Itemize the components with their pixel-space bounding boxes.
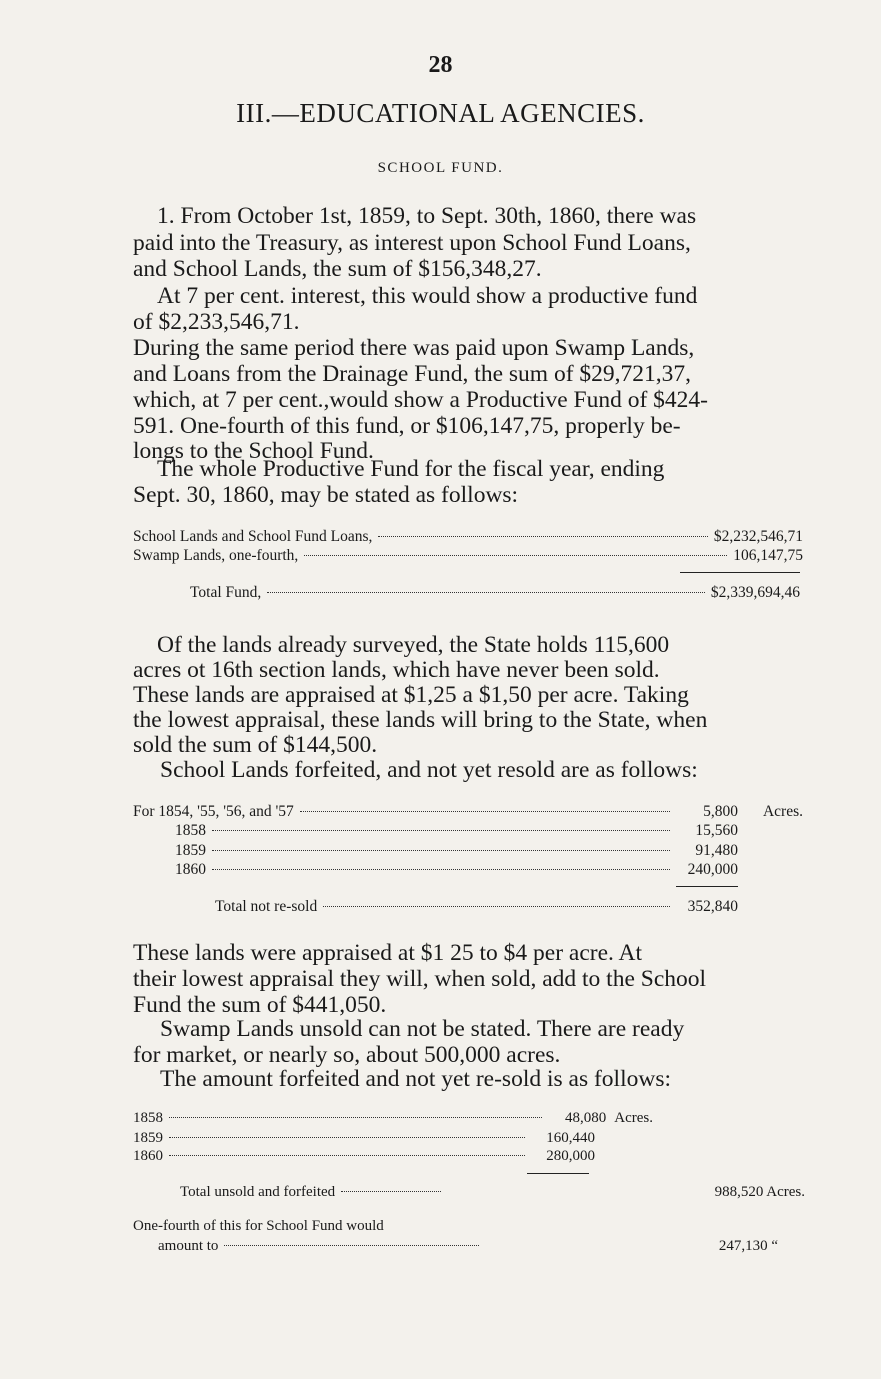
- text-line: These lands are appraised at $1,25 a $1,50 per acre. Taking: [133, 682, 689, 708]
- sum-rule: [680, 572, 800, 573]
- row-unit: Acres.: [762, 803, 803, 820]
- text-line: Fund the sum of $441,050.: [133, 992, 387, 1018]
- text-line: The whole Productive Fund for the fiscal year, ending: [157, 456, 665, 482]
- table-total-row: [190, 584, 800, 602]
- text-line: and School Lands, the sum of $156,348,27.: [133, 256, 542, 282]
- text-line: These lands were appraised at $1 25 to $4 per acre. At: [133, 940, 642, 966]
- row-label: 1859: [175, 842, 206, 859]
- leader-dots: [212, 869, 670, 870]
- note-label: amount to: [158, 1238, 219, 1254]
- row-value: 91,480: [695, 842, 738, 859]
- row-label: 1859: [133, 1130, 163, 1146]
- total-label: Total not re-sold: [215, 898, 318, 915]
- table-row: [133, 1130, 595, 1147]
- text-line: which, at 7 per cent.,would show a Productive Fund of $424-: [133, 387, 708, 413]
- one-fourth-note: [133, 1218, 384, 1235]
- row-value: 280,000: [546, 1148, 595, 1164]
- row-value: 5,800: [703, 803, 738, 820]
- row-value: $2,232,546,71: [713, 528, 803, 545]
- table-total-row: [180, 1184, 805, 1201]
- leader-dots: [341, 1191, 441, 1192]
- text-line: Of the lands already surveyed, the State holds 115,600: [157, 632, 670, 658]
- leader-dots: [212, 830, 670, 831]
- one-fourth-row: [158, 1238, 778, 1255]
- total-label: Total Fund,: [190, 584, 262, 601]
- section-heading: III.—EDUCATIONAL AGENCIES.: [236, 98, 645, 128]
- sum-rule: [527, 1173, 589, 1174]
- row-value: 160,440: [546, 1130, 595, 1146]
- text-line: At 7 per cent. interest, this would show a productive fund: [157, 283, 698, 309]
- text-line: their lowest appraisal they will, when sold, add to the School: [133, 966, 707, 992]
- text-line: acres ot 16th section lands, which have never been sold.: [133, 657, 660, 683]
- row-value: 48,080: [565, 1110, 607, 1126]
- table-row: [175, 842, 738, 860]
- row-unit: Acres.: [614, 1110, 653, 1126]
- leader-dots: [169, 1137, 525, 1138]
- page-number: 28: [428, 52, 453, 78]
- table-row: [133, 803, 803, 821]
- text-line: Swamp Lands unsold can not be stated. There are ready: [160, 1016, 685, 1042]
- text-line: The amount forfeited and not yet re-sold is as follows:: [160, 1066, 671, 1092]
- row-value: 15,560: [695, 822, 738, 839]
- text-line: paid into the Treasury, as interest upon School Fund Loans,: [133, 230, 691, 256]
- text-line: longs to the School Fund.: [133, 438, 374, 464]
- leader-dots: [169, 1155, 525, 1156]
- row-label: 1858: [133, 1110, 163, 1126]
- total-value: 352,840: [687, 898, 738, 915]
- row-label: 1858: [175, 822, 206, 839]
- text-line: Sept. 30, 1860, may be stated as follows:: [133, 482, 519, 508]
- table-total-row: [215, 898, 738, 916]
- row-label: 1860: [175, 861, 206, 878]
- sum-rule: [676, 886, 738, 887]
- total-value: $2,339,694,46: [710, 584, 800, 601]
- leader-dots: [169, 1117, 542, 1118]
- table-row: [133, 1110, 653, 1127]
- text-line: sold the sum of $144,500.: [133, 732, 378, 758]
- row-value: 106,147,75: [733, 547, 803, 564]
- note-label: One-fourth of this for School Fund would: [133, 1218, 384, 1234]
- row-label: 1860: [133, 1148, 163, 1164]
- text-line: During the same period there was paid upon Swamp Lands,: [133, 335, 695, 361]
- total-value: 988,520 Acres.: [714, 1184, 805, 1200]
- table-row: [175, 822, 738, 840]
- leader-dots: [304, 555, 727, 556]
- row-value: 240,000: [687, 861, 738, 878]
- text-line: of $2,233,546,71.: [133, 309, 300, 335]
- text-line: School Lands forfeited, and not yet resold are as follows:: [160, 757, 698, 783]
- text-line: the lowest appraisal, these lands will bring to the State, when: [133, 707, 708, 733]
- table-row: [133, 1148, 595, 1165]
- leader-dots: [267, 592, 705, 593]
- table-row: [175, 861, 738, 879]
- leader-dots: [224, 1245, 479, 1246]
- row-label: Swamp Lands, one-fourth,: [133, 547, 299, 564]
- row-label: For 1854, '55, '56, and '57: [133, 803, 294, 820]
- leader-dots: [212, 850, 670, 851]
- leader-dots: [378, 536, 708, 537]
- text-line: for market, or nearly so, about 500,000 acres.: [133, 1042, 561, 1068]
- text-line: 591. One-fourth of this fund, or $106,147,75, properly be-: [133, 413, 681, 439]
- table-row: [133, 528, 803, 546]
- leader-dots: [300, 811, 670, 812]
- subsection-heading: SCHOOL FUND.: [377, 160, 504, 176]
- one-fourth-value: 247,130 “: [718, 1238, 778, 1254]
- table-row: [133, 547, 803, 565]
- leader-dots: [323, 906, 670, 907]
- text-line: 1. From October 1st, 1859, to Sept. 30th, 1860, there was: [157, 203, 697, 229]
- row-label: School Lands and School Fund Loans,: [133, 528, 373, 545]
- text-line: and Loans from the Drainage Fund, the sum of $29,721,37,: [133, 361, 692, 387]
- total-label: Total unsold and forfeited: [180, 1184, 336, 1200]
